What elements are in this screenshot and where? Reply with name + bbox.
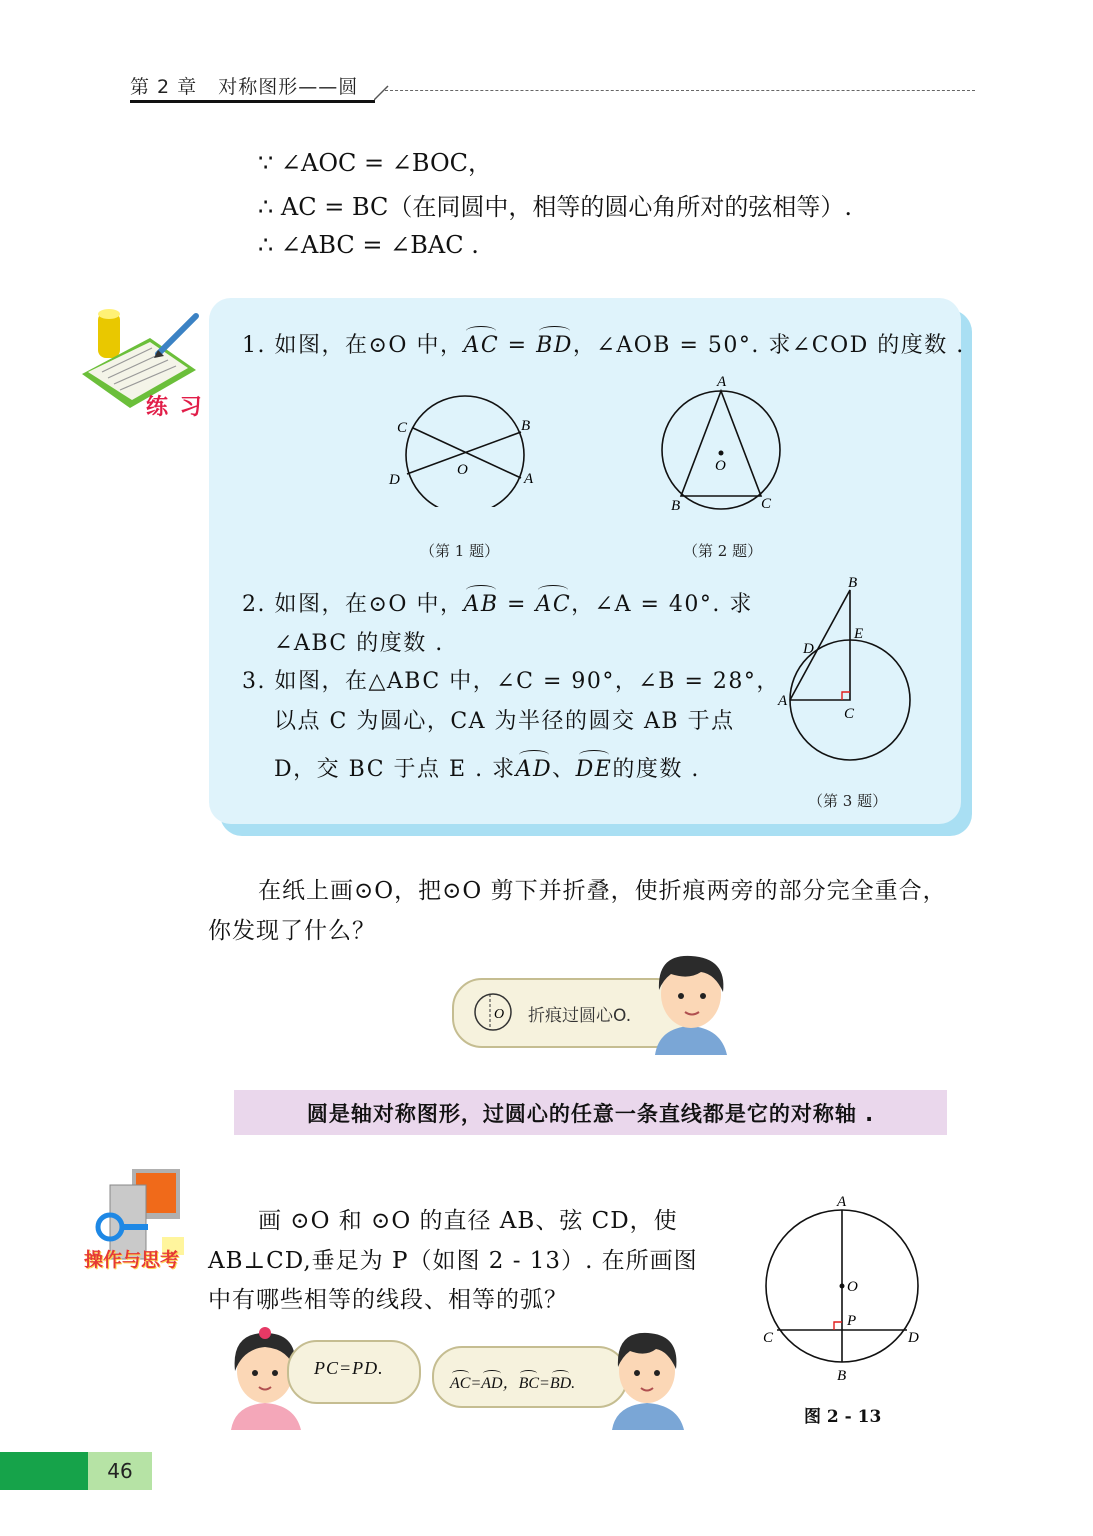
fig1-label-d: D [389, 472, 400, 488]
fig213-label-d: D [908, 1330, 919, 1346]
q2-text-a: 2. 如图，在⊙O 中， [242, 592, 464, 617]
fig3-caption: （第 3 题） [808, 792, 888, 810]
header-slash [374, 82, 390, 102]
boy-avatar-2 [606, 1325, 688, 1430]
folded-circle-label: O [494, 1007, 505, 1022]
header-dashed-line [385, 90, 975, 91]
q1-text-b: ，∠AOB = 50°. 求∠COD 的度数 . [572, 333, 965, 358]
fig1-caption: （第 1 题） [420, 542, 500, 560]
fig1-label-o: O [457, 462, 468, 478]
exercise-q2-line2: ∠ABC 的度数 . [274, 631, 444, 656]
fold-activity-line1: 在纸上画⊙O，把⊙O 剪下并折叠，使折痕两旁的部分完全重合， [258, 878, 947, 904]
conclusion-banner: 圆是轴对称图形，过圆心的任意一条直线都是它的对称轴 . [234, 1090, 947, 1135]
proof-line-3: ∴ ∠ABC = ∠BAC . [258, 231, 479, 259]
fig1-label-b: B [521, 418, 531, 434]
q3-separator: 、 [552, 757, 576, 782]
fig213-label-b: B [837, 1368, 847, 1384]
q3-text-b: 的度数 . [612, 757, 700, 782]
exercise-q3-line1: 3. 如图，在△ABC 中，∠C = 90°，∠B = 28°， [242, 669, 780, 694]
boy-end: . [571, 1375, 576, 1392]
exercise-q3-line2: 以点 C 为圆心，CA 为半径的圆交 AB 于点 [274, 709, 735, 734]
q3-arc-de: DE [575, 757, 613, 782]
fig3-label-a: A [778, 693, 788, 709]
fig2-label-c: C [761, 496, 772, 512]
q3-arc-ad: AD [515, 757, 553, 782]
fig213-label-c: C [763, 1330, 774, 1346]
chapter-name: 对称图形——圆 [218, 76, 359, 98]
exercise-label: 练 习 [146, 395, 204, 420]
fig3-label-e: E [854, 626, 864, 642]
boy-eq2: = [539, 1375, 550, 1392]
fig213-label-a: A [837, 1194, 847, 1210]
operate-line3: 中有哪些相等的线段、相等的弧？ [208, 1287, 568, 1313]
operate-think-label: 操作与思考 [84, 1249, 180, 1271]
boy-sep: ， [502, 1375, 519, 1392]
fig2-label-o: O [715, 458, 726, 474]
fig1-label-a: A [524, 471, 534, 487]
boy-arc-ac: AC [450, 1375, 471, 1392]
operate-line2: AB⊥CD,垂足为 P（如图 2 - 13）. 在所画图 [208, 1248, 698, 1274]
fig213-label-o: O [847, 1279, 858, 1295]
q2-arc-ac: AC [535, 592, 572, 617]
girl-bubble-text: PC=PD. [314, 1358, 384, 1378]
folded-circle-icon [470, 990, 516, 1034]
q1-arc-ac: AC [463, 333, 500, 358]
q1-arc-bd: BD [536, 333, 573, 358]
exercise-q3-line3 [274, 752, 700, 783]
exercise-q2-line1 [242, 587, 753, 618]
operate-line1: 画 ⊙O 和 ⊙O 的直径 AB、弦 CD，使 [258, 1208, 678, 1234]
boy-avatar [645, 950, 735, 1055]
page-number: 46 [88, 1452, 152, 1490]
fig2-caption: （第 2 题） [683, 542, 763, 560]
proof-line-1: ∵ ∠AOC = ∠BOC， [258, 149, 492, 177]
fold-bubble-text: 折痕过圆心O. [528, 1006, 632, 1026]
fig2-label-b: B [671, 498, 681, 514]
page-number-bar [0, 1452, 88, 1490]
figure-q2 [655, 372, 790, 517]
fig3-label-c: C [844, 706, 855, 722]
figure-q3 [770, 570, 920, 780]
fig213-caption: 图 2 - 13 [804, 1407, 882, 1427]
figure-q1 [383, 392, 548, 507]
boy-arc-bd: BD [549, 1375, 572, 1392]
boy-eq1: = [470, 1375, 482, 1392]
q2-arc-ab: AB [463, 592, 499, 617]
fig3-label-b: B [848, 575, 858, 591]
fig213-label-p: P [847, 1313, 857, 1329]
chapter-title [130, 72, 358, 99]
fig3-label-d: D [803, 641, 814, 657]
header-rule [130, 100, 375, 103]
q1-text-a: 1. 如图，在⊙O 中， [242, 333, 464, 358]
boy-bubble-text [450, 1370, 575, 1393]
q3-text-a: D，交 BC 于点 E . 求 [274, 757, 516, 782]
boy-arc-ad: AD [481, 1375, 503, 1392]
fig2-label-a: A [717, 374, 727, 390]
q2-text-b: ，∠A = 40°. 求 [571, 592, 753, 617]
proof-line-2: ∴ AC = BC（在同圆中，相等的圆心角所对的弦相等）. [258, 193, 853, 221]
fig1-label-c: C [397, 420, 408, 436]
fold-activity-line2: 你发现了什么？ [208, 918, 376, 944]
page-header [130, 68, 975, 108]
chapter-number: 第 2 章 [130, 76, 198, 98]
exercise-q1 [242, 328, 965, 359]
boy-arc-bc: BC [518, 1375, 540, 1392]
q1-equals: = [499, 333, 537, 358]
q2-equals: = [498, 592, 536, 617]
figure-2-13 [757, 1190, 927, 1390]
